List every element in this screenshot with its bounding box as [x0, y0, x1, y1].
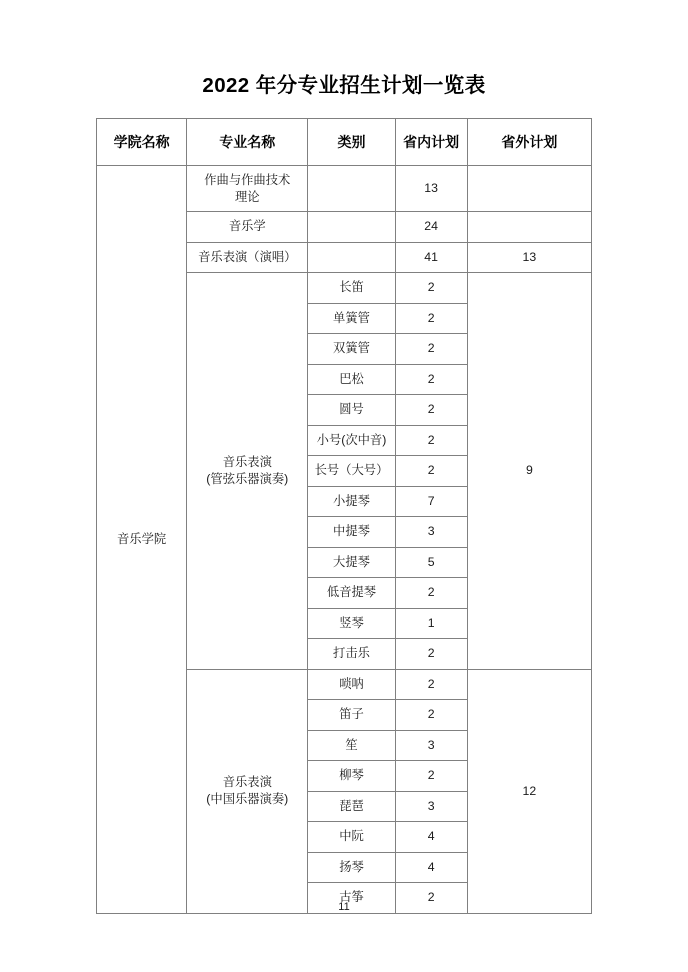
cell-in-province-line-1: 2 [427, 646, 435, 661]
cell-category-line-1: 笛子 [339, 707, 364, 722]
cell-in-province [395, 166, 467, 212]
cell-major-name [187, 212, 308, 243]
page-number: 11 [338, 901, 350, 913]
cell-in-province-line-1: 2 [427, 890, 435, 905]
cell-major-group-name-line-1: 音乐表演 [222, 775, 272, 790]
cell-category-line-1: 扬琴 [339, 859, 364, 874]
cell-in-province [395, 608, 467, 639]
cell-category [308, 425, 395, 456]
admission-plan-table [96, 118, 592, 914]
cell-in-province [395, 852, 467, 883]
cell-in-province [395, 700, 467, 731]
cell-category [308, 395, 395, 426]
cell-category [308, 669, 395, 700]
cell-category-line-1: 长笛 [339, 280, 364, 295]
cell-out-province [467, 273, 591, 670]
cell-out-province [467, 212, 591, 243]
column-header-college: 学院名称 [97, 119, 187, 166]
cell-in-province [395, 791, 467, 822]
cell-in-province [395, 578, 467, 609]
table-body [97, 166, 592, 914]
cell-major-group-name [187, 273, 308, 670]
cell-in-province-line-1: 2 [427, 676, 435, 691]
table-header-row [97, 119, 592, 166]
cell-category [308, 852, 395, 883]
cell-major-name-line-1: 作曲与作曲技术 [204, 172, 291, 187]
cell-in-province-line-1: 3 [427, 798, 435, 813]
cell-in-province [395, 273, 467, 304]
cell-out-province [467, 166, 591, 212]
cell-category [308, 639, 395, 670]
cell-in-province-line-1: 4 [427, 829, 435, 844]
cell-in-province-line-1: 2 [427, 432, 435, 447]
cell-category [308, 456, 395, 487]
table-row [97, 166, 592, 212]
page-title: 2022 年分专业招生计划一览表 [202, 74, 486, 97]
cell-category [308, 212, 395, 243]
cell-category-line-1: 低音提琴 [326, 585, 377, 600]
cell-category [308, 364, 395, 395]
cell-college-name-line-1: 音乐学院 [116, 531, 167, 546]
column-header-in-province: 省内计划 [395, 119, 467, 166]
cell-in-province-line-1: 4 [427, 859, 435, 874]
cell-in-province-line-1: 41 [424, 249, 438, 264]
cell-category [308, 303, 395, 334]
cell-in-province [395, 242, 467, 273]
cell-in-province [395, 517, 467, 548]
cell-category-line-1: 中提琴 [333, 524, 370, 539]
cell-category-line-1: 中阮 [339, 829, 364, 844]
cell-in-province-line-1: 13 [424, 181, 438, 196]
cell-category-line-1: 唢呐 [339, 676, 364, 691]
cell-major-name-line-1: 音乐学 [228, 219, 266, 234]
cell-in-province [395, 425, 467, 456]
cell-category-line-1: 圆号 [339, 402, 364, 417]
cell-major-name [187, 166, 308, 212]
cell-in-province-line-1: 7 [427, 493, 435, 508]
cell-in-province [395, 212, 467, 243]
cell-category-line-1: 长号（大号） [314, 463, 389, 478]
cell-in-province-line-1: 3 [427, 737, 435, 752]
cell-in-province [395, 730, 467, 761]
cell-in-province [395, 395, 467, 426]
cell-major-name-line-1: 音乐表演（演唱） [198, 249, 297, 264]
column-header-major: 专业名称 [187, 119, 308, 166]
cell-in-province-line-1: 2 [427, 341, 435, 356]
cell-category [308, 486, 395, 517]
cell-category [308, 822, 395, 853]
cell-in-province [395, 639, 467, 670]
cell-category [308, 700, 395, 731]
column-header-out-province: 省外计划 [467, 119, 591, 166]
cell-category [308, 242, 395, 273]
cell-category-line-1: 古筝 [339, 890, 364, 905]
cell-in-province-line-1: 1 [427, 615, 435, 630]
cell-major-name [187, 242, 308, 273]
cell-in-province [395, 669, 467, 700]
cell-out-province-line-1: 13 [522, 249, 537, 264]
cell-in-province [395, 303, 467, 334]
cell-major-group-name-line-2: (中国乐器演奏) [206, 792, 289, 806]
cell-category [308, 578, 395, 609]
admission-plan-table-container [96, 118, 592, 914]
cell-category-line-1: 小提琴 [333, 493, 370, 508]
cell-category [308, 334, 395, 365]
cell-in-province-line-1: 2 [427, 768, 435, 783]
cell-category [308, 791, 395, 822]
cell-in-province-line-1: 3 [427, 524, 435, 539]
column-header-category: 类别 [308, 119, 395, 166]
cell-in-province [395, 334, 467, 365]
cell-in-province [395, 486, 467, 517]
cell-in-province [395, 364, 467, 395]
cell-category [308, 273, 395, 304]
cell-out-province [467, 242, 591, 273]
cell-in-province-line-1: 24 [424, 219, 438, 234]
cell-in-province [395, 456, 467, 487]
cell-category-line-1: 巴松 [339, 371, 364, 386]
cell-category [308, 608, 395, 639]
cell-in-province [395, 761, 467, 792]
cell-category [308, 547, 395, 578]
cell-in-province-line-1: 2 [427, 310, 435, 325]
cell-category-line-1: 打击乐 [333, 646, 370, 661]
cell-college-name [97, 166, 187, 914]
cell-category [308, 730, 395, 761]
cell-in-province-line-1: 2 [427, 371, 435, 386]
cell-out-province-line-1: 12 [522, 783, 537, 798]
cell-category-line-1: 柳琴 [339, 768, 364, 783]
cell-in-province-line-1: 5 [427, 554, 435, 569]
cell-in-province-line-1: 2 [427, 280, 435, 295]
cell-category-line-1: 笙 [345, 737, 358, 752]
cell-major-name-line-2: 理论 [234, 189, 260, 204]
cell-in-province [395, 822, 467, 853]
cell-category [308, 166, 395, 212]
cell-in-province-line-1: 2 [427, 707, 435, 722]
cell-out-province-line-1: 9 [525, 463, 533, 478]
cell-in-province [395, 547, 467, 578]
cell-category-line-1: 单簧管 [333, 310, 370, 325]
cell-in-province-line-1: 2 [427, 402, 435, 417]
cell-category [308, 517, 395, 548]
cell-category [308, 761, 395, 792]
cell-category-line-1: 大提琴 [333, 554, 370, 569]
cell-major-group-name-line-1: 音乐表演 [222, 455, 272, 470]
cell-major-group-name-line-2: (管弦乐器演奏) [206, 471, 289, 486]
cell-category-line-1: 琵琶 [339, 798, 364, 813]
cell-category-line-1: 双簧管 [333, 341, 370, 356]
cell-out-province [467, 669, 591, 913]
cell-category-line-1: 竖琴 [339, 615, 364, 630]
cell-in-province-line-1: 2 [427, 463, 435, 478]
cell-category-line-1: 小号(次中音) [316, 432, 387, 447]
cell-major-group-name [187, 669, 308, 913]
cell-in-province-line-1: 2 [427, 585, 435, 600]
